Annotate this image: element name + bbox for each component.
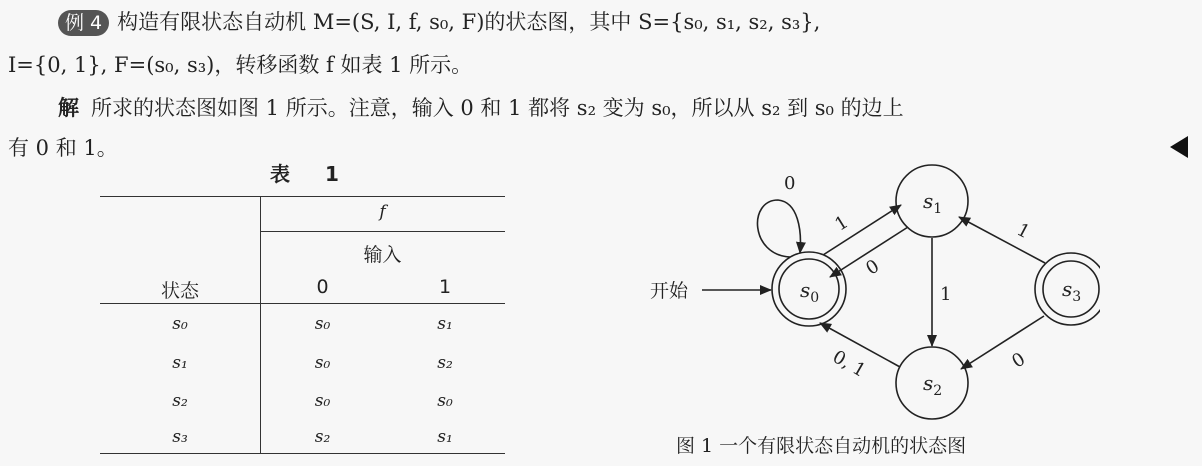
paragraph-line-1 xyxy=(8,6,820,36)
end-of-example-marker-icon xyxy=(1170,136,1188,158)
row-2-on1: s₀ xyxy=(437,391,453,411)
label-s1-s0: 0 xyxy=(862,255,884,280)
transition-table xyxy=(100,196,505,454)
state-s0-label: $s_0$ xyxy=(800,278,820,306)
paragraph-line-3 xyxy=(8,92,904,122)
row-1-on1: s₂ xyxy=(437,353,453,373)
row-2-on0: s₀ xyxy=(314,391,331,411)
paragraph-line-4: 有 0 和 1。 xyxy=(8,136,118,160)
row-1-on0: s₀ xyxy=(314,353,331,373)
header-f: f xyxy=(379,202,386,222)
table-bottom-rule xyxy=(100,453,505,454)
state-s3-label: $s_3$ xyxy=(1062,277,1082,305)
row-3-on1: s₁ xyxy=(437,427,453,447)
table-caption: 表 1 xyxy=(270,162,353,186)
state-diagram xyxy=(620,160,1100,428)
header-state: 状态 xyxy=(160,280,199,302)
label-s0-s1: 1 xyxy=(831,211,853,236)
line3-text: 所求的状态图如图 1 所示。注意，输入 0 和 1 都将 s₂ 变为 s₀，所以从 s₂ 到 s₀ 的边上 xyxy=(91,96,904,120)
row-3-on0: s₂ xyxy=(314,427,331,447)
label-s0-loop: 0 xyxy=(784,173,796,194)
row-2-state: s₂ xyxy=(172,391,188,411)
state-s2-label: $s_2$ xyxy=(923,371,943,399)
row-3-state: s₃ xyxy=(172,427,188,447)
header-input: 输入 xyxy=(363,244,402,266)
table-top-rule xyxy=(100,196,505,197)
line1-text: 构造有限状态自动机 M=(S, I, f, s₀, F)的状态图，其中 S={s₀, s₁, s₂, s₃}, xyxy=(117,10,821,34)
label-s1-s2: 1 xyxy=(940,284,952,305)
edge-s3-s2 xyxy=(961,316,1044,369)
row-0-on1: s₁ xyxy=(437,314,453,334)
state-s1-label: $s_1$ xyxy=(923,189,943,217)
solution-label: 解 xyxy=(58,96,79,120)
table-header-rule xyxy=(100,303,505,304)
table-mid-rule xyxy=(260,231,505,232)
row-0-on0: s₀ xyxy=(314,314,331,334)
header-col-0: 0 xyxy=(316,276,329,298)
edge-s0-loop xyxy=(757,200,800,257)
label-s2-s0: 0, 1 xyxy=(828,346,870,382)
edge-s0-s1 xyxy=(823,205,901,255)
paragraph-line-2: I={0, 1}, F=(s₀, s₃)，转移函数 f 如表 1 所示。 xyxy=(8,53,473,77)
label-s3-s2: 0 xyxy=(1008,348,1030,373)
label-s3-s1: 1 xyxy=(1013,219,1034,244)
figure-caption: 图 1 一个有限状态自动机的状态图 xyxy=(676,435,967,457)
start-label: 开始 xyxy=(650,280,689,302)
row-0-state: s₀ xyxy=(172,314,188,334)
header-col-1: 1 xyxy=(438,276,452,298)
row-1-state: s₁ xyxy=(172,353,188,373)
example-badge: 例 4 xyxy=(58,10,109,36)
